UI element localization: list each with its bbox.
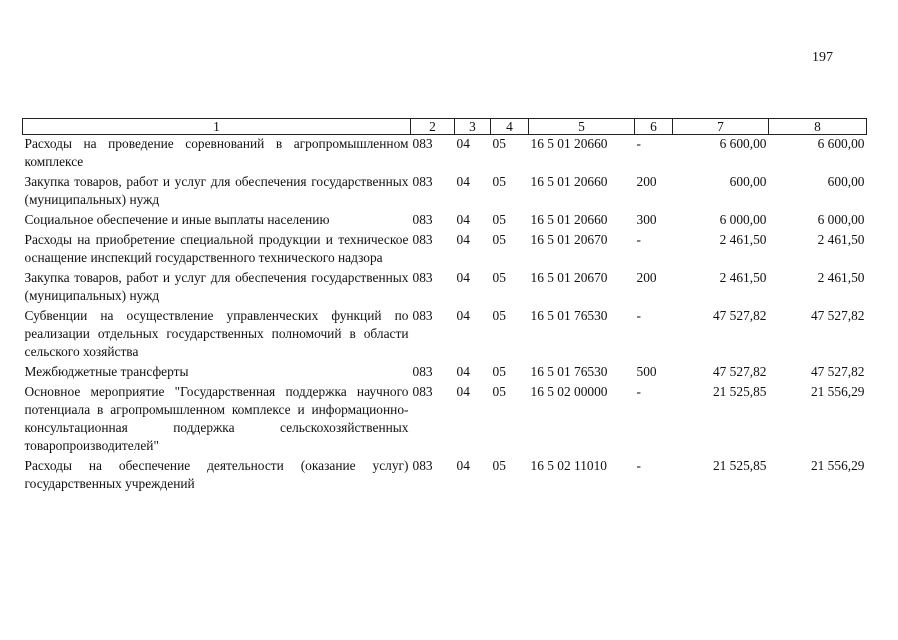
row-col-4: 05 xyxy=(492,270,506,285)
header-col-7: 7 xyxy=(673,119,769,135)
header-col-8: 8 xyxy=(769,119,867,135)
row-col-2: 083 xyxy=(412,232,433,247)
row-name: Социальное обеспечение и иные выплаты населению xyxy=(24,212,330,227)
row-col-5: 16 5 02 00000 xyxy=(530,384,608,399)
row-col-6: 200 xyxy=(636,270,657,285)
row-col-2: 083 xyxy=(412,458,433,473)
table-row xyxy=(23,307,867,363)
row-col-7: 21 525,85 xyxy=(712,458,767,473)
row-col-7: 2 461,50 xyxy=(719,270,767,285)
row-name: Основное мероприятие "Государственная поддержка научного потенциала в агропромышленном комплексе и информационно-консультационная поддержка сельскохозяйственных товаропроизводителей" xyxy=(24,384,409,453)
row-col-2: 083 xyxy=(412,174,433,189)
table-header-row xyxy=(23,119,867,135)
row-col-8: 600,00 xyxy=(827,174,865,189)
row-col-5: 16 5 01 20670 xyxy=(530,270,608,285)
row-col-7: 21 525,85 xyxy=(712,384,767,399)
row-col-6: 300 xyxy=(636,212,657,227)
row-col-8: 2 461,50 xyxy=(817,232,865,247)
row-col-4: 05 xyxy=(492,458,506,473)
row-col-4: 05 xyxy=(492,364,506,379)
row-col-8: 2 461,50 xyxy=(817,270,865,285)
row-col-5: 16 5 01 20660 xyxy=(530,212,608,227)
row-col-4: 05 xyxy=(492,232,506,247)
row-col-6: 200 xyxy=(636,174,657,189)
row-name: Закупка товаров, работ и услуг для обеспечения государственных (муниципальных) нужд xyxy=(24,270,409,303)
header-col-1: 1 xyxy=(23,119,411,135)
row-col-5: 16 5 01 76530 xyxy=(530,364,608,379)
row-col-7: 47 527,82 xyxy=(712,308,767,323)
row-col-3: 04 xyxy=(456,458,470,473)
row-name: Межбюджетные трансферты xyxy=(24,364,189,379)
row-col-3: 04 xyxy=(456,232,470,247)
row-col-2: 083 xyxy=(412,270,433,285)
row-col-4: 05 xyxy=(492,308,506,323)
table-row xyxy=(23,211,867,231)
header-col-3: 3 xyxy=(455,119,491,135)
row-col-4: 05 xyxy=(492,212,506,227)
row-name: Закупка товаров, работ и услуг для обеспечения государственных (муниципальных) нужд xyxy=(24,174,409,207)
header-col-4: 4 xyxy=(491,119,529,135)
row-col-3: 04 xyxy=(456,364,470,379)
row-col-3: 04 xyxy=(456,136,470,151)
table-row xyxy=(23,383,867,457)
row-col-4: 05 xyxy=(492,384,506,399)
row-col-8: 6 600,00 xyxy=(817,136,865,151)
row-col-2: 083 xyxy=(412,364,433,379)
row-col-7: 2 461,50 xyxy=(719,232,767,247)
table-row xyxy=(23,135,867,174)
row-col-8: 21 556,29 xyxy=(810,458,865,473)
row-col-3: 04 xyxy=(456,270,470,285)
row-col-7: 600,00 xyxy=(729,174,767,189)
row-col-2: 083 xyxy=(412,136,433,151)
row-col-2: 083 xyxy=(412,212,433,227)
row-col-8: 47 527,82 xyxy=(810,364,865,379)
row-col-4: 05 xyxy=(492,136,506,151)
page-number: 197 xyxy=(812,50,833,65)
row-col-2: 083 xyxy=(412,308,433,323)
row-col-3: 04 xyxy=(456,212,470,227)
row-col-3: 04 xyxy=(456,384,470,399)
row-col-6: - xyxy=(636,136,641,151)
row-col-6: - xyxy=(636,458,641,473)
row-col-6: - xyxy=(636,308,641,323)
budget-table xyxy=(22,118,867,495)
row-col-6: - xyxy=(636,384,641,399)
row-col-8: 6 000,00 xyxy=(817,212,865,227)
table-row xyxy=(23,231,867,269)
table-row xyxy=(23,457,867,495)
row-col-6: 500 xyxy=(636,364,657,379)
header-col-6: 6 xyxy=(635,119,673,135)
table-row xyxy=(23,173,867,211)
row-col-2: 083 xyxy=(412,384,433,399)
row-col-5: 16 5 01 20670 xyxy=(530,232,608,247)
row-col-4: 05 xyxy=(492,174,506,189)
row-col-5: 16 5 02 11010 xyxy=(530,458,607,473)
row-col-5: 16 5 01 20660 xyxy=(530,136,608,151)
row-col-6: - xyxy=(636,232,641,247)
row-name: Расходы на приобретение специальной продукции и техническое оснащение инспекций государственного технического надзора xyxy=(24,232,409,265)
row-col-8: 47 527,82 xyxy=(810,308,865,323)
table-row xyxy=(23,269,867,307)
header-col-2: 2 xyxy=(411,119,455,135)
table-row xyxy=(23,363,867,383)
row-col-5: 16 5 01 20660 xyxy=(530,174,608,189)
row-col-8: 21 556,29 xyxy=(810,384,865,399)
row-col-7: 6 600,00 xyxy=(719,136,767,151)
row-name: Расходы на обеспечение деятельности (оказание услуг) государственных учреждений xyxy=(24,458,409,491)
row-col-3: 04 xyxy=(456,308,470,323)
row-col-7: 47 527,82 xyxy=(712,364,767,379)
row-name: Расходы на проведение соревнований в агропромышленном комплексе xyxy=(24,136,409,169)
row-col-5: 16 5 01 76530 xyxy=(530,308,608,323)
row-col-7: 6 000,00 xyxy=(719,212,767,227)
header-col-5: 5 xyxy=(529,119,635,135)
row-col-3: 04 xyxy=(456,174,470,189)
row-name: Субвенции на осуществление управленческих функций по реализации отдельных государственных полномочий в области сельского хозяйства xyxy=(24,308,409,359)
